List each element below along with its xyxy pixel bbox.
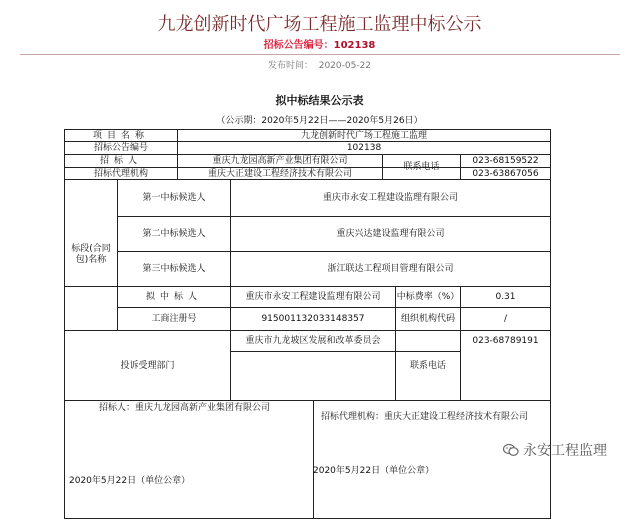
reg-number-label: 工商注册号 (151, 314, 197, 324)
notice-no-value: 102138 (346, 143, 382, 153)
complaint-phone-label: 联系电话 (409, 360, 446, 371)
publish-date (0, 58, 639, 71)
rate-value: 0.31 (495, 292, 516, 302)
wechat-icon (503, 443, 519, 457)
complaint-dept-value: 重庆市九龙坡区发展和改革委员会 (245, 336, 381, 346)
contact-phone-label: 联系电话 (403, 162, 440, 172)
candidate-2-label: 第二中标候选人 (142, 229, 206, 239)
publish-date-label: 发布时间： (267, 61, 313, 71)
rate-label: 中标费率（%） (396, 292, 460, 302)
result-table (64, 129, 551, 519)
complaint-dept-label: 投诉受理部门 (120, 360, 175, 371)
notice-no-label: 招标公告编号 (93, 143, 148, 153)
watermark (503, 440, 607, 460)
org-code-label: 组织机构代码 (400, 314, 455, 324)
candidate-1-value: 重庆市永安工程建设监理有限公司 (322, 193, 458, 203)
project-name-label: 项目名称 (92, 130, 149, 141)
public-period: （公示期：2020年5月22日——2020年5月26日） (216, 116, 423, 126)
table-title: 拟中标结果公示表 (275, 94, 364, 107)
complaint-phone-value: 023-68789191 (472, 336, 539, 346)
notice-number-label: 招标公告编号： (263, 40, 334, 51)
publish-date-value: 2020-05-22 (318, 61, 372, 71)
section-name-label: 标段(合同包)名称 (71, 244, 111, 265)
agency-value: 重庆大正建设工程经济技术有限公司 (207, 168, 352, 179)
candidate-3-value: 浙江联达工程项目管理有限公司 (327, 264, 454, 274)
tenderer-label: 招标人 (99, 156, 142, 166)
agency-signature: 招标代理机构：重庆大正建设工程经济技术有限公司 (321, 412, 529, 422)
tenderer-seal-date: 2020年5月22日（单位公章） (69, 476, 191, 486)
agency-phone: 023-63867056 (472, 168, 539, 179)
tenderer-value: 重庆九龙园高新产业集团有限公司 (212, 156, 348, 166)
tenderer-signature: 招标人：重庆九龙园高新产业集团有限公司 (99, 403, 271, 413)
winner-label: 拟中标人 (145, 292, 202, 302)
candidate-3-label: 第三中标候选人 (142, 264, 206, 274)
agency-seal-date: 2020年5月22日（单位公章） (313, 466, 435, 476)
notice-number (0, 36, 639, 51)
header-divider (20, 54, 620, 55)
watermark-text: 永安工程监理 (523, 443, 607, 459)
winner-value: 重庆市永安工程建设监理有限公司 (245, 292, 381, 302)
org-code-value: / (503, 314, 508, 324)
notice-number-value: 102138 (333, 40, 376, 51)
tenderer-phone: 023-68159522 (472, 156, 539, 166)
candidate-1-label: 第一中标候选人 (142, 193, 206, 203)
reg-number-value: 915001132033148357 (261, 314, 365, 324)
page-title: 九龙创新时代广场工程施工监理中标公示 (157, 14, 482, 35)
project-name-value: 九龙创新时代广场工程施工监理 (300, 130, 427, 141)
candidate-2-value: 重庆兴达建设监理有限公司 (336, 229, 445, 239)
agency-label: 招标代理机构 (93, 168, 148, 179)
